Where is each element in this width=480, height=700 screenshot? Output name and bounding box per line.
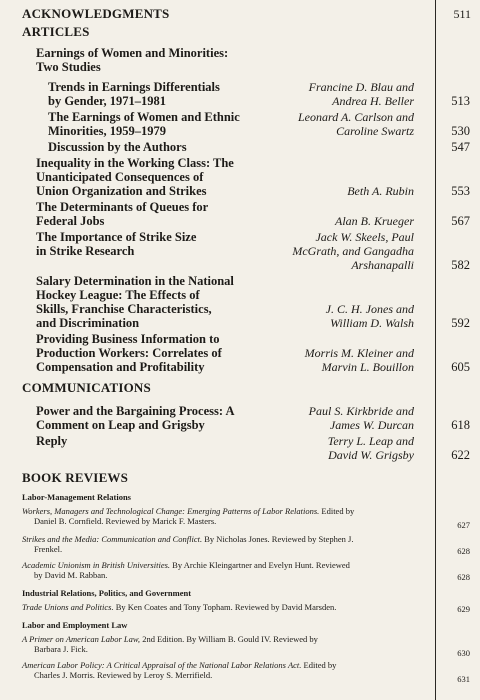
entry-title-line: Reply xyxy=(36,434,68,448)
communications-heading: COMMUNICATIONS xyxy=(22,380,151,395)
entry-title-line: Union Organization and Strikes xyxy=(36,184,207,198)
entry-author-line: Paul S. Kirkbride and xyxy=(308,404,414,418)
subsection-labor-management: Labor-Management Relations xyxy=(22,492,131,502)
review-credits: By Ken Coates and Tony Topham. Reviewed by David Marsden. xyxy=(113,602,337,612)
review-line xyxy=(22,634,318,644)
entry-author-line: Marvin L. Bouillon xyxy=(321,360,414,374)
entry-title xyxy=(36,200,208,228)
entry-title xyxy=(36,156,234,198)
entry-author-line: Arshanapalli xyxy=(351,258,414,272)
review-line-continued: Daniel B. Cornfield. Reviewed by Marick F. Masters. xyxy=(34,516,217,526)
entry-author-line: Caroline Swartz xyxy=(336,124,414,138)
entry-authors xyxy=(309,404,414,432)
entry-page-number: 605 xyxy=(451,360,470,374)
entry-title xyxy=(36,274,234,330)
entry-authors xyxy=(328,434,414,462)
entry-author-line: Andrea H. Beller xyxy=(332,94,414,108)
acknowledgments-heading: ACKNOWLEDGMENTS xyxy=(22,6,170,21)
entry-author-line: Leonard A. Carlson and xyxy=(297,110,414,124)
entry-title-line: Earnings of Women and Minorities: xyxy=(36,46,229,60)
review-credits: 2nd Edition. By William B. Gould IV. Reviewed by xyxy=(140,634,318,644)
review-book-title: Academic Unionism in British Universities. xyxy=(22,560,171,570)
entry-title-line: The Importance of Strike Size xyxy=(36,230,197,244)
review-credits: Edited by xyxy=(301,660,337,670)
entry-author-line: J. C. H. Jones and xyxy=(325,302,414,316)
entry-author-line: David W. Grigsby xyxy=(328,448,414,462)
entry-title xyxy=(36,230,196,258)
entry-title-line: The Earnings of Women and Ethnic xyxy=(48,110,240,124)
review-entry xyxy=(22,560,350,580)
entry-page-number: 618 xyxy=(451,418,470,432)
entry-title-line: Two Studies xyxy=(36,60,101,74)
review-credits: By Nicholas Jones. Reviewed by Stephen J. xyxy=(202,534,354,544)
review-book-title: American Labor Policy: A Critical Appraisal of the National Labor Relations Act. xyxy=(22,660,302,670)
review-entry xyxy=(22,634,318,654)
review-entry xyxy=(22,534,353,554)
entry-page-number: 582 xyxy=(451,258,470,272)
entry-title xyxy=(48,80,220,108)
entry-authors xyxy=(305,346,414,374)
entry-title xyxy=(36,46,228,74)
entry-authors xyxy=(298,110,414,138)
review-page-number: 629 xyxy=(457,604,470,614)
entry-title-line: Salary Determination in the National xyxy=(36,274,234,288)
entry-title xyxy=(48,140,187,154)
entry-author-line: Francine D. Blau and xyxy=(308,80,414,94)
entry-author-line: Jack W. Skeels, Paul xyxy=(315,230,414,244)
review-entry xyxy=(22,506,354,526)
entry-author-line: Morris M. Kleiner and xyxy=(304,346,414,360)
book-reviews-heading: BOOK REVIEWS xyxy=(22,470,129,485)
review-line xyxy=(22,534,353,544)
entry-title-line: and Discrimination xyxy=(36,316,140,330)
review-line-continued: Frenkel. xyxy=(34,544,63,554)
entry-author-line: William D. Walsh xyxy=(330,316,414,330)
entry-authors xyxy=(335,214,414,228)
review-line xyxy=(22,506,354,516)
review-line-continued: Barbara J. Fick. xyxy=(34,644,88,654)
articles-heading: ARTICLES xyxy=(22,24,90,39)
entry-title xyxy=(36,404,235,432)
review-page-number: 631 xyxy=(457,674,470,684)
review-page-number: 627 xyxy=(457,520,470,530)
review-credits: By Archie Kleingartner and Evelyn Hunt. Reviewed xyxy=(170,560,350,570)
review-line-continued: by David M. Rabban. xyxy=(34,570,108,580)
review-page-number: 628 xyxy=(457,546,470,556)
review-entry xyxy=(22,660,336,680)
entry-title-line: Trends in Earnings Differentials xyxy=(48,80,220,94)
entry-title-line: Comment on Leap and Grigsby xyxy=(36,418,205,432)
entry-page-number: 530 xyxy=(451,124,470,138)
entry-title-line: Skills, Franchise Characteristics, xyxy=(36,302,212,316)
review-page-number: 630 xyxy=(457,648,470,658)
acknowledgments-page: 511 xyxy=(453,7,471,21)
review-credits: Edited by xyxy=(319,506,355,516)
review-book-title: Strikes and the Media: Communication and Conflict. xyxy=(22,534,203,544)
entry-author-line: Terry L. Leap and xyxy=(327,434,414,448)
entry-title-line: Power and the Bargaining Process: A xyxy=(36,404,235,418)
entry-title-line: Inequality in the Working Class: The xyxy=(36,156,234,170)
entry-title-line: Hockey League: The Effects of xyxy=(36,288,200,302)
entry-authors xyxy=(309,80,414,108)
review-book-title: Workers, Managers and Technological Change: Emerging Patterns of Labor Relations. xyxy=(22,506,320,516)
entry-author-line: Alan B. Krueger xyxy=(335,214,414,228)
entry-page-number: 553 xyxy=(451,184,470,198)
entry-page-number: 547 xyxy=(451,140,470,154)
entry-title-line: Minorities, 1959–1979 xyxy=(48,124,167,138)
entry-title-line: Providing Business Information to xyxy=(36,332,220,346)
entry-title-line: by Gender, 1971–1981 xyxy=(48,94,166,108)
review-line xyxy=(22,660,336,670)
subsection-industrial-relations: Industrial Relations, Politics, and Government xyxy=(22,588,192,598)
entry-page-number: 513 xyxy=(451,94,470,108)
entry-title xyxy=(36,434,67,448)
entry-page-number: 622 xyxy=(451,448,470,462)
entry-title-line: Discussion by the Authors xyxy=(48,140,187,154)
entry-title-line: Federal Jobs xyxy=(36,214,105,228)
review-line xyxy=(22,560,350,570)
review-page-number: 628 xyxy=(457,572,470,582)
review-book-title: A Primer on American Labor Law, xyxy=(22,634,141,644)
entry-page-number: 592 xyxy=(451,316,470,330)
entry-title xyxy=(48,110,240,138)
entry-authors xyxy=(326,302,414,330)
review-line-continued: Charles J. Morris. Reviewed by Leroy S. Merrifield. xyxy=(34,670,213,680)
entry-author-line: McGrath, and Gangadha xyxy=(292,244,414,258)
entry-authors xyxy=(292,230,414,272)
entry-page-number: 567 xyxy=(451,214,470,228)
review-line xyxy=(22,602,336,612)
entry-title-line: Compensation and Profitability xyxy=(36,360,205,374)
entry-author-line: James W. Durcan xyxy=(329,418,414,432)
entry-title-line: in Strike Research xyxy=(36,244,135,258)
entry-title-line: Production Workers: Correlates of xyxy=(36,346,222,360)
review-book-title: Trade Unions and Politics. xyxy=(22,602,114,612)
entry-title-line: Unanticipated Consequences of xyxy=(36,170,204,184)
entry-title xyxy=(36,332,222,374)
subsection-labor-employment-law: Labor and Employment Law xyxy=(22,620,128,630)
entry-authors xyxy=(347,184,414,198)
entry-title-line: The Determinants of Queues for xyxy=(36,200,209,214)
entry-author-line: Beth A. Rubin xyxy=(347,184,414,198)
review-entry xyxy=(22,602,336,612)
